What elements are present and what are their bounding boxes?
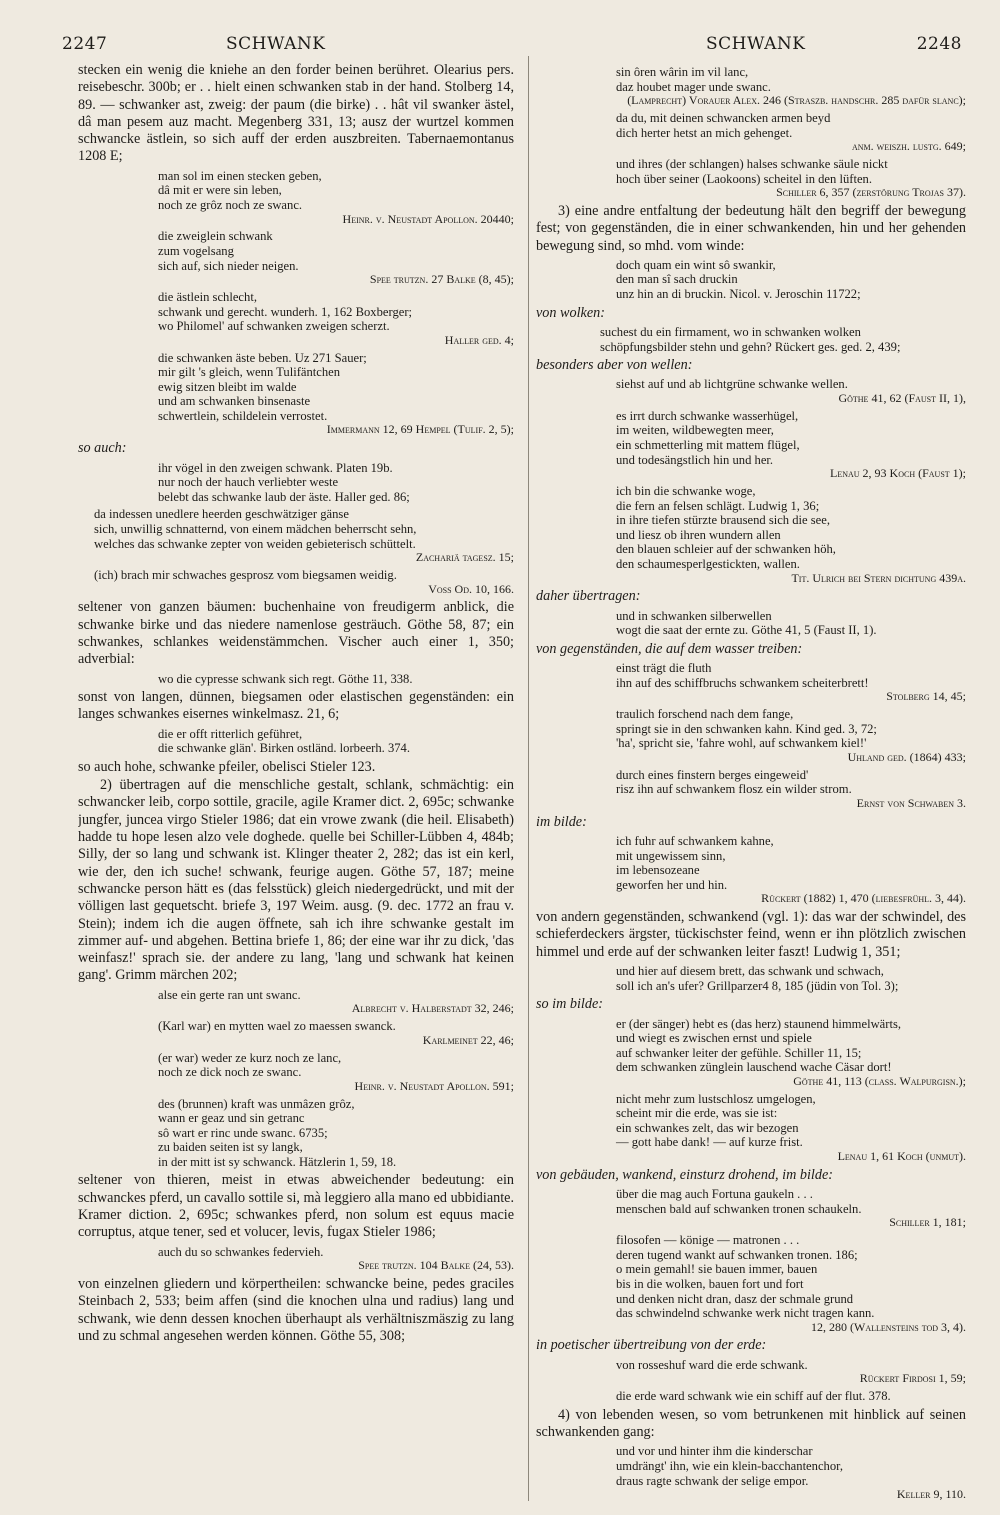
- quotation-block: [78, 672, 514, 687]
- quotation-block: [78, 461, 514, 505]
- quotation-line: den blauen schleier auf der schwanken höh,: [616, 542, 836, 557]
- quotation-block: [536, 1017, 966, 1089]
- quotation-line: und liesz ob ihren wundern allen: [616, 527, 781, 542]
- quotation-line: sin ôren wârin im vil lanc,: [616, 65, 749, 79]
- quotation-line: die schwanke glän'. Birken ostländ. lorbeerh. 374.: [158, 741, 410, 756]
- quotation-line: alse ein gerte ran unt swanc.: [158, 987, 301, 1002]
- quotation-line: einst trägt die fluth: [616, 661, 712, 676]
- quotation-line: die fern an felsen schlägt. Ludwig 1, 36;: [616, 498, 820, 513]
- quotation-line: die zweiglein schwank: [158, 229, 273, 244]
- quotation-block: [536, 1233, 966, 1334]
- quotation-line: dem schwanken zünglein lauschend wache Cäsar dort!: [616, 1060, 892, 1075]
- quotation-line: ihn auf des schiffbruchs schwankem scheiterbrett!: [616, 675, 869, 690]
- quotation-line: sich, unwillig schnatternd, von einem mädchen beherrscht sehn,: [94, 521, 417, 536]
- quotation-line: wogt die saat der ernte zu. Göthe 41, 5 (Faust II, 1).: [616, 623, 877, 638]
- quotation-line: welches das schwanke zepter von weiden gebieterisch schüttelt.: [94, 536, 416, 551]
- quotation-block: [78, 1019, 514, 1047]
- quotation-line: auf schwanker leiter der gefühle. Schiller 11, 15;: [616, 1045, 862, 1060]
- quotation-line: über die mag auch Fortuna gaukeln . . .: [616, 1187, 813, 1202]
- quotation-line: springt sie in den schwanken kahn. Kind ged. 3, 72;: [616, 721, 877, 736]
- quotation-line: wo Philomel' auf schwanken zweigen scherzt.: [158, 319, 390, 334]
- entry-paragraph: sonst von langen, dünnen, biegsamen oder elastischen gegenständen: ein langes schwankes eisernes winkelmasz. 21, 6;: [78, 689, 514, 723]
- quotation-line: soll ich an's ufer? Grillparzer4 8, 185 (jüdin von Tol. 3);: [616, 978, 899, 993]
- left-column: [78, 62, 514, 1501]
- quotation-line: noch ze grôz noch ze swanc.: [158, 197, 303, 212]
- entry-paragraph: so auch hohe, schwanke pfeiler, obelisci Stieler 123.: [78, 758, 376, 775]
- quotation-line: zu baiden seiten ist sy langk,: [158, 1140, 303, 1155]
- quotation-line: da du, mit deinen schwancken armen beyd: [616, 110, 831, 125]
- citation-source: Uhland ged. (1864) 433;: [847, 749, 966, 764]
- entry-paragraph: 3) eine andre entfaltung der bedeutung hält den begriff der bewegung fest; von gegenständen, die in einer schwankenden, hin und her gehenden bewegung sind, so mhd. vom winde:: [536, 202, 966, 254]
- quotation-line: ewig sitzen bleibt im walde: [158, 379, 297, 394]
- citation-source: Lenau 1, 61 Koch (unmut).: [837, 1149, 966, 1164]
- entry-paragraph: seltener von ganzen bäumen: buchenhaine von freudigerm anblick, die schwanke birke und das niedere namenlose gesträuch. Göthe 58, 87; ein schwankes, schlankes weidenstämmchen. Vischer auch einer 1, 350; adverbial:: [78, 599, 514, 668]
- quotation-line: ein schmetterling mit mattem flügel,: [616, 437, 800, 452]
- quotation-line: doch quam ein wint sô swankir,: [616, 257, 776, 272]
- quotation-line: filosofen — könige — matronen . . .: [616, 1233, 800, 1248]
- quotation-line: in der mitt ist sy schwanck. Hätzlerin 1, 59, 18.: [158, 1154, 397, 1169]
- quotation-line: das schwindelnd schwanke werk nicht tragen kann.: [616, 1306, 875, 1321]
- quotation-line: (er war) weder ze kurz noch ze lanc,: [158, 1050, 342, 1065]
- quotation-line: und hier auf diesem brett, das schwank und schwach,: [616, 964, 884, 979]
- sense-label: im bilde:: [536, 813, 587, 830]
- quotation-line: die schwanken äste beben. Uz 271 Sauer;: [158, 350, 367, 365]
- quotation-line: und todesängstlich hin und her.: [616, 452, 774, 467]
- entry-paragraph: von andern gegenständen, schwankend (vgl. 1): das war der schwindel, des schieferdeckers ärgster, tückischster feind, wenn er ihn plötzlich zwischen himmel und erde auf der schwanken leiter faszt! Ludwig 1, 351;: [536, 909, 966, 960]
- quotation-line: ihr vögel in den zweigen schwank. Platen 19b.: [158, 460, 393, 475]
- quotation-line: in ihre tiefen stürzte brausend sich die see,: [616, 513, 831, 528]
- quotation-block: [536, 707, 966, 765]
- quotation-line: des (brunnen) kraft was unmâzen grôz,: [158, 1096, 355, 1111]
- citation-source: 12, 280 (Wallensteins tod 3, 4).: [811, 1319, 966, 1334]
- quotation-line: (Karl war) en mytten wael zo maessen swanck.: [158, 1019, 396, 1034]
- quotation-line: und am schwanken binsenaste: [158, 394, 311, 409]
- quotation-line: er (der sänger) hebt es (das herz) staunend himmelwärts,: [616, 1016, 901, 1031]
- quotation-line: nicht mehr zum lustschlosz umgelogen,: [616, 1091, 816, 1106]
- running-title-left: SCHWANK: [226, 34, 326, 54]
- quotation-line: suchest du ein firmament, wo in schwanken wolken: [600, 324, 861, 339]
- quotation-line: o mein gemahl! sie bauen immer, bauen: [616, 1262, 818, 1277]
- quotation-line: zum vogelsang: [158, 243, 234, 258]
- quotation-line: im weiten, wildbewegten meer,: [616, 423, 774, 438]
- citation-source: Haller ged. 4;: [444, 332, 514, 347]
- quotation-line: wo die cypresse schwank sich regt. Göthe 11, 338.: [158, 671, 413, 686]
- citation-source: Rückert (1882) 1, 470 (liebesfrühl. 3, 44).: [761, 891, 966, 906]
- quotation-line: da indessen unedlere heerden geschwätziger gänse: [94, 507, 349, 522]
- citation-source: Stolberg 14, 45;: [886, 689, 966, 704]
- quotation-line: belebt das schwanke laub der äste. Haller ged. 86;: [158, 489, 410, 504]
- quotation-block: [536, 661, 966, 704]
- citation-source: Spee trutzn. 27 Balke (8, 45);: [369, 272, 514, 287]
- citation-source: Schiller 6, 357 (zerstörung Trojas 37).: [776, 185, 966, 200]
- citation-source: Zachariä tagesz. 15;: [415, 550, 514, 565]
- quotation-block: [536, 409, 966, 481]
- quotation-block: [536, 258, 966, 302]
- quotation-line: es irrt durch schwanke wasserhügel,: [616, 408, 799, 423]
- citation-source: Keller 9, 110.: [896, 1487, 966, 1501]
- quotation-line: nur noch der hauch verliebter weste: [158, 475, 339, 490]
- quotation-block: [78, 1051, 514, 1094]
- citation-source: Göthe 41, 62 (Faust II, 1),: [838, 391, 966, 405]
- quotation-line: ich bin die schwanke woge,: [616, 483, 756, 498]
- quotation-line: schwertlein, schildelein verrostet.: [158, 408, 328, 423]
- quotation-block: [536, 484, 966, 585]
- quotation-line: die er offt ritterlich geführet,: [158, 726, 303, 741]
- column-divider: [528, 56, 529, 1501]
- sense-label: von gebäuden, wankend, einsturz drohend, im bilde:: [536, 1166, 833, 1183]
- quotation-line: mir gilt 's gleich, wenn Tulifäntchen: [158, 365, 341, 380]
- quotation-line: mit ungewissem sinn,: [616, 848, 726, 863]
- citation-source: Spee trutzn. 104 Balke (24, 53).: [358, 1258, 514, 1273]
- quotation-line: man sol im einen stecken geben,: [158, 168, 322, 183]
- quotation-block: [536, 1444, 966, 1501]
- citation-source: Ernst von Schwaben 3.: [856, 795, 966, 810]
- quotation-block: [78, 1097, 514, 1170]
- citation-source: Göthe 41, 113 (class. Walpurgisn.);: [793, 1073, 966, 1088]
- quotation-line: umdrängt' ihn, wie ein klein-bacchantenchor,: [616, 1458, 843, 1473]
- quotation-block: [78, 727, 514, 756]
- quotation-line: unz hin an di bruckin. Nicol. v. Jeroschin 11722;: [616, 287, 861, 302]
- quotation-block: [536, 964, 966, 993]
- citation-source: Heinr. v. Neustadt Apollon. 20440;: [342, 211, 514, 226]
- quotation-block: [78, 568, 514, 596]
- quotation-line: daz houbet mager unde swanc.: [616, 79, 771, 94]
- quotation-block: [78, 988, 514, 1016]
- quotation-line: draus ragte schwank der selige empor.: [616, 1473, 809, 1488]
- quotation-block: [536, 1092, 966, 1164]
- quotation-block: [78, 1245, 514, 1273]
- quotation-line: bis in die wolken, bauen fort und fort: [616, 1276, 804, 1291]
- quotation-line: die erde ward schwank wie ein schiff auf der flut. 378.: [616, 1389, 891, 1404]
- quotation-block: [536, 325, 966, 354]
- quotation-block: [536, 834, 966, 906]
- sense-label: daher übertragen:: [536, 588, 641, 605]
- entry-paragraph: 4) von lebenden wesen, so vom betrunkenen mit hinblick auf seinen schwankenden gang:: [536, 1406, 966, 1441]
- sense-label: besonders aber von wellen:: [536, 357, 693, 374]
- quotation-block: [536, 609, 966, 638]
- sense-label: so auch:: [78, 440, 127, 457]
- quotation-line: dich herter hetst an mich gehenget.: [616, 125, 793, 140]
- quotation-line: risz ihn auf schwankem flosz ein wilder strom.: [616, 782, 852, 797]
- quotation-block: [536, 1187, 966, 1230]
- citation-source: Lenau 2, 93 Koch (Faust 1);: [830, 466, 966, 481]
- sense-label: in poetischer übertreibung von der erde:: [536, 1337, 767, 1354]
- quotation-line: durch eines finstern berges eingeweid': [616, 767, 809, 782]
- quotation-block: [78, 351, 514, 438]
- quotation-line: — gott habe dank! — auf kurze frist.: [616, 1135, 803, 1150]
- citation-source: Immermann 12, 69 Hempel (Tulif. 2, 5);: [326, 422, 514, 437]
- entry-paragraph: stecken ein wenig die kniehe an den forder beinen berühret. Olearius pers. reisebeschr. 300b; er . . hielt einen schwanken stab in der hand. Stolberg 14, 89. — schwanker ast, zweig: der paum (die birke) . . hât vil swanker ästel, dâ man pesem auz macht. Megenberg 331, 13; ausz der wurtzel kommen schwancke ästlein, so sich auff der erden auszbreiten. Tabernaemontanus 1208 E;: [78, 62, 514, 165]
- entry-paragraph: von einzelnen gliedern und körpertheilen: schwancke beine, pedes graciles Steinbach 2, 533; beim affen (sind die knochen ulna und radius) lang und schwank, wie denn dessen knochen überhaupt als verhältniszmäszig zu lang und zu schmal angesehen werden können. Göthe 55, 308;: [78, 1276, 514, 1344]
- quotation-line: dâ mit er were sin leben,: [158, 183, 282, 198]
- citation-source: Rückert Firdosi 1, 59;: [859, 1371, 966, 1386]
- quotation-line: von rosseshuf ward die erde schwank.: [616, 1357, 808, 1372]
- quotation-line: den man sî sach druckin: [616, 272, 738, 287]
- page-number-left: 2247: [62, 34, 108, 54]
- sense-label: von gegenständen, die auf dem wasser treiben:: [536, 640, 803, 657]
- quotation-line: und ihres (der schlangen) halses schwanke säule nickt: [616, 156, 888, 171]
- quotation-block: [536, 1389, 966, 1404]
- quotation-line: deren tugend wankt auf schwanken tronen. 186;: [616, 1247, 858, 1262]
- quotation-line: und wiegt es zwischen ernst und spiele: [616, 1031, 812, 1046]
- quotation-block: [536, 1358, 966, 1386]
- quotation-line: ein schwankes zelt, das wir bezogen: [616, 1120, 799, 1135]
- quotation-line: den schaumesperlgestickten, wallen.: [616, 556, 800, 571]
- quotation-block: [536, 65, 966, 108]
- quotation-line: 'ha', spricht sie, 'fahre wohl, auf schwankem kiel!': [616, 736, 867, 751]
- sense-label: so im bilde:: [536, 996, 603, 1013]
- quotation-line: menschen bald auf schwanken tronen schaukeln.: [616, 1201, 862, 1216]
- quotation-line: siehst auf und ab lichtgrüne schwanke wellen.: [616, 377, 848, 392]
- citation-source: anm. weiszh. lustg. 649;: [852, 139, 966, 154]
- citation-source: Heinr. v. Neustadt Apollon. 591;: [354, 1078, 514, 1093]
- quotation-line: ich fuhr auf schwankem kahne,: [616, 833, 774, 848]
- quotation-block: [536, 111, 966, 154]
- running-title-right: SCHWANK: [706, 34, 806, 54]
- citation-source: Schiller 1, 181;: [889, 1215, 966, 1230]
- quotation-line: (ich) brach mir schwaches gesprosz vom biegsamen weidig.: [94, 567, 397, 582]
- quotation-line: sich auf, sich nieder neigen.: [158, 258, 299, 273]
- quotation-line: im lebensozeane: [616, 863, 700, 878]
- citation-source: Albrecht v. Halberstadt 32, 246;: [351, 1001, 514, 1016]
- citation-source: Voss Od. 10, 166.: [428, 581, 514, 596]
- quotation-block: [536, 157, 966, 200]
- right-column: [536, 62, 966, 1501]
- quotation-line: hoch über seiner (Laokoons) scheitel in den lüften.: [616, 171, 872, 186]
- quotation-line: noch ze dick noch ze swanc.: [158, 1065, 302, 1080]
- entry-paragraph: seltener von thieren, meist in etwas abweichender bedeutung: ein schwanckes pferd, un cavallo sottile si, mà leggiero alla mano ed ubbidiante. Kramer diction. 2, 695c; schwankes pferd, non solum est equus macie corruptus, atque tener, sed et volucer, levis, fugax Stieler 1986;: [78, 1172, 514, 1241]
- quotation-block: [78, 507, 514, 565]
- quotation-line: und in schwanken silberwellen: [616, 608, 772, 623]
- quotation-line: wann er geaz und sin getranc: [158, 1111, 305, 1126]
- quotation-block: [78, 290, 514, 348]
- quotation-block: [78, 169, 514, 227]
- entry-paragraph: 2) übertragen auf die menschliche gestalt, schlank, schmächtig: ein schwancker leib, corpo sottile, gracile, agile Kramer dict. 2, 695c; schwanke jungfer, juncea virgo Stieler 1986; dat ein vrowe zwank (die heil. Elisabeth) hadde tu hope lesen alzo vele doghede. quelle bei Schiller-Lübben 4, 484b; Silly, der so lang und schwank ist. Klinger theater 2, 282; das ist ein kerl, wie der, den ich suche! schwank, feurige augen. Göthe 57, 187; meine schwancke person hätt es (das felsstück) gleich niedergedrückt, und mit der völligen last gequetscht. briefe 3, 197 Weim. ausg. (9. dec. 1772 an frau v. Stein); indem ich die augen öffnete, sah ich ihre schwanke gestalt im zimmer auf- und abgehen. Bettina briefe 1, 86; der eine war ihr zu dick, 'das weinfasz!' sprach sie. der andere zu lang, 'lang und schwank hat keinen gang'. Grimm märchen 202;: [78, 777, 514, 984]
- quotation-line: und denken nicht dran, dasz der schmale grund: [616, 1291, 854, 1306]
- citation-source: (Lamprecht) Vorauer Alex. 246 (Straszb. handschr. 285 dafür slanc);: [627, 93, 966, 108]
- quotation-line: traulich forschend nach dem fange,: [616, 707, 794, 722]
- quotation-block: [78, 229, 514, 287]
- quotation-line: geworfen her und hin.: [616, 877, 728, 892]
- quotation-line: auch du so schwankes federvieh.: [158, 1244, 324, 1259]
- quotation-line: und vor und hinter ihm die kinderschar: [616, 1444, 813, 1459]
- quotation-line: scheint mir die erde, was sie ist:: [616, 1106, 778, 1121]
- quotation-line: sô wart er rinc unde swanc. 6735;: [158, 1125, 328, 1140]
- citation-source: Karlmeinet 22, 46;: [422, 1032, 514, 1047]
- sense-label: von wolken:: [536, 304, 605, 321]
- quotation-block: [536, 377, 966, 405]
- citation-source: Tit. Ulrich bei Stern dichtung 439a.: [791, 570, 966, 585]
- quotation-block: [536, 768, 966, 811]
- page-number-right: 2248: [916, 34, 962, 54]
- quotation-line: schwank und gerecht. wunderh. 1, 162 Boxberger;: [158, 304, 413, 319]
- quotation-line: die ästlein schlecht,: [158, 289, 257, 304]
- quotation-line: schöpfungsbilder stehn und gehn? Rückert ges. ged. 2, 439;: [600, 339, 901, 354]
